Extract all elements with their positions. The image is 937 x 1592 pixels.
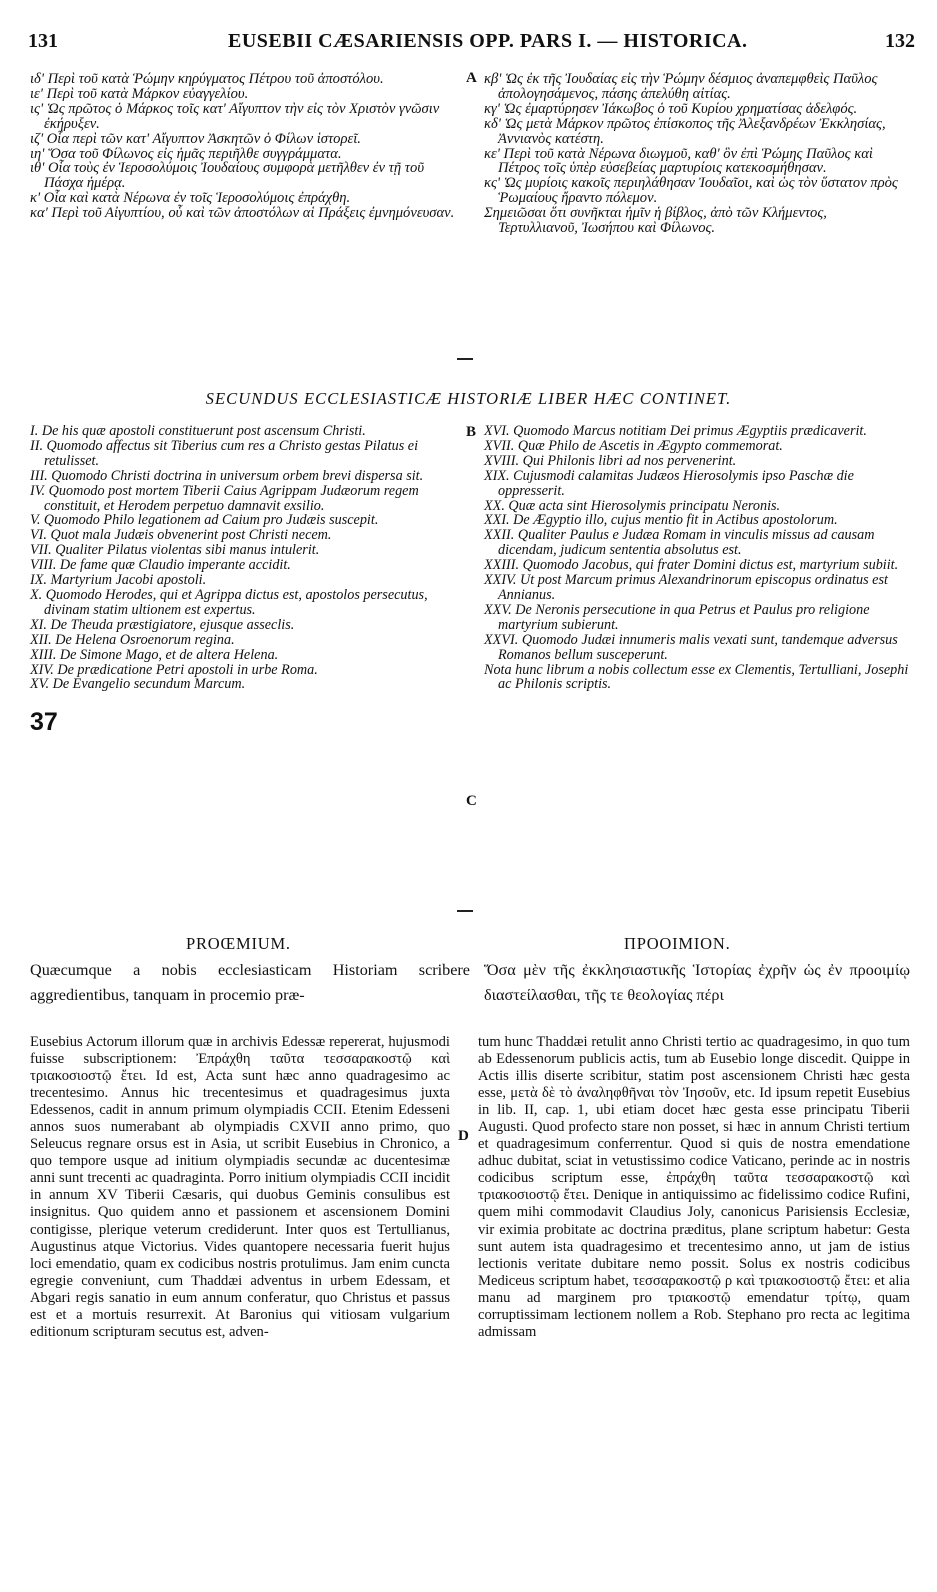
toc-entry: Σημειῶσαι ὅτι συνῆκται ἡμῖν ἡ βίβλος, ἀπὸ τῶν Κλήμεντος, Τερτυλλιανοῦ, Ἰωσήπου καὶ Φίλωνος. xyxy=(484,205,827,237)
toc-entry: XIII. De Simone Mago, et de altera Helena. xyxy=(30,646,279,663)
toc-entry: IX. Martyrium Jacobi apostoli. xyxy=(30,572,207,589)
toc-entry: ιθ' Οἷα τοὺς ἐν Ἱεροσολύμοις Ἰουδαίους συμφορὰ μετῆλθεν ἐν τῇ τοῦ Πάσχα ἡμέρᾳ. xyxy=(30,160,425,192)
toc-entry: κε' Περὶ τοῦ κατὰ Νέρωνα διωγμοῦ, καθ' ὃν ἐπὶ Ῥώμης Παῦλος καὶ Πέτρος τοῖς ὑπὲρ εὐσεβείας μαρτυρίοις κατεκοσμήθησαν. xyxy=(484,145,873,177)
toc-entry: XXI. De Ægyptio illo, cujus mentio fit in Actibus apostolorum. xyxy=(484,512,838,529)
latin-toc-left xyxy=(30,424,462,692)
folio-marker: 37 xyxy=(30,708,58,736)
toc-entry: II. Quomodo affectus sit Tiberius cum res a Christo gestas Pilatus ei retulisset. xyxy=(30,437,419,469)
toc-entry: ιη' Ὅσα τοῦ Φίλωνος εἰς ἡμᾶς περιῆλθε συγγράμματα. xyxy=(30,145,342,162)
toc-entry: VIII. De fame quæ Claudio imperante accidit. xyxy=(30,557,291,574)
page-number-left: 131 xyxy=(28,30,58,52)
toc-entry: Nota hunc librum a nobis collectum esse ex Clementis, Tertulliani, Josephi ac Philonis scriptis. xyxy=(484,661,909,693)
toc-entry: XXV. De Neronis persecutione in qua Petrus et Paulus pro religione martyrium subierunt. xyxy=(484,601,870,633)
latin-proem-text: Quæcumque a nobis ecclesiasticam Historiam scribere aggredientibus, tanquam in procemio præ- xyxy=(30,961,470,1004)
separator-dash xyxy=(457,910,473,912)
toc-entry: ιε' Περὶ τοῦ κατὰ Μάρκον εὐαγγελίου. xyxy=(30,85,249,102)
toc-entry: XX. Quæ acta sint Hierosolymis principatu Neronis. xyxy=(484,497,781,514)
toc-entry: XIX. Cujusmodi calamitas Judæos Hierosolymis ipso Paschæ die oppresserit. xyxy=(484,467,854,499)
toc-entry: XV. De Evangelio secundum Marcum. xyxy=(30,676,246,693)
note-column-left: Eusebius Actorum illorum quæ in archivis Edessæ repererat, hujusmodi fuisse subscriptionem: Ἐπράχθη ταῦτα τεσσαρακοστῷ καὶ τριακοσιοστῷ ἔτει. Id est, Acta sunt hæc anno quadragesimo ac trecentesimo. Annus hic trecentesimus et quadragesimus juxta Edessenos, cadit in annum primum olympiadis CCII. Etenim Edesseni annos suos numerabant ab olympiadis CXVII anno primo, quo Seleucus regnare orsus est in Asia, ut scribit Eusebius in Chronico, a quo tempore usque ad initium olympiadis secundæ ac ducentesimæ anni sunt trecenti ac quadraginta. Porro initium olympiadis CCII incidit in annum XV Tiberii Cæsaris, qui duobus Geminis consulibus est insignitus. Quo quidem anno et passionem et ascensionem Domini contigisse, plerique veterum crediderunt. Inter quos est Tertullianus, Augustinus atque Victorius. Vides quantopere necessaria fuerit hujus loci emendatio, quam ex codicibus nostris protulimus. Jam enim cuncta egregie conveniunt, cum Thaddæi adventus in urbem Edessam, et Abgari regis sanatio in eum annum conferatur, quo Christus et passus est et a mortuis resurrexit. At Baronius qui vitiosam vulgarium editionum scripturam secutus est, adven- xyxy=(30,1034,450,1340)
toc-entry: V. Quomodo Philo legationem ad Caium pro Judæis suscepit. xyxy=(30,512,379,529)
toc-entry: VII. Qualiter Pilatus violentas sibi manus intulerit. xyxy=(30,542,320,559)
margin-marker-d: D xyxy=(458,1128,469,1144)
toc-entry: ις' Ὡς πρῶτος ὁ Μάρκος τοῖς κατ' Αἴγυπτον τὴν εἰς τὸν Χριστὸν γνῶσιν ἐκήρυξεν. xyxy=(30,100,440,132)
greek-proem-title: ΠΡΟΟΙΜΙΟΝ. xyxy=(624,934,731,953)
margin-marker-c: C xyxy=(466,793,477,809)
greek-toc-left xyxy=(30,72,462,221)
toc-entry: XVI. Quomodo Marcus notitiam Dei primus Ægyptiis prædicaverit. xyxy=(484,423,867,439)
toc-entry: VI. Quot mala Judæis obvenerint post Christi necem. xyxy=(30,527,332,544)
page-number-right: 132 xyxy=(885,30,915,52)
greek-toc-right xyxy=(484,72,910,236)
latin-toc-right xyxy=(484,424,910,692)
separator-dash xyxy=(457,358,473,360)
toc-entry: XVII. Quæ Philo de Ascetis in Ægypto commemorat. xyxy=(484,437,783,454)
toc-entry: III. Quomodo Christi doctrina in universum orbem brevi dispersa sit. xyxy=(30,467,424,484)
toc-entry: IV. Quomodo post mortem Tiberii Caius Agrippam Judæorum regem constituit, et Herodem perpetuo damnavit exsilio. xyxy=(30,482,419,514)
toc-entry: κδ' Ὡς μετὰ Μάρκον πρῶτος ἐπίσκοπος τῆς Ἀλεξανδρέων Ἐκκλησίας, Ἀννιανὸς κατέστη. xyxy=(484,115,886,147)
latin-proem-title: PROŒMIUM. xyxy=(186,934,291,953)
toc-entry: κβ' Ὡς ἐκ τῆς Ἰουδαίας εἰς τὴν Ῥώμην δέσμιος ἀναπεμφθεὶς Παῦλος ἀπολογησάμενος, πάσης ἀπελύθη αἰτίας. xyxy=(484,71,878,102)
note-column-right: tum hunc Thaddæi retulit anno Christi tertio ac quadragesimo, in quo tum ab Edessenorum publicis actis, tum ab Eusebio longe discedit. Quippe in Actis illis diserte scribitur, statim post ascensionem Christi hæc gesta esse, μετὰ δὲ τὸ ἀναληφθῆναι τὸν Ἰησοῦν, etc. Id ipsum repetit Eusebius in lib. II, cap. 1, ubi etiam docet hæc gesta esse principatu Tiberii Augusti. Quod profecto stare non posset, si hæc in annum Christi tertium et quadragesimum conferrentur. Quod si quis de nostra emendatione adhuc dubitat, sciat in vetustissimo codice Vaticano, perinde ac in nostris codicibus scriptum esse, ἐπράχθη ταῦτα τεσσαρακοστῷ καὶ τριακοσιοστῷ ἔτει. Denique in antiquissimo ac fidelissimo codice Rufini, quem mihi commodavit Claudius Joly, canonicus Parisiensis Ecclesiæ, vir eximia probitate ac doctrina præditus, plane scriptum habetur: Gesta sunt autem ista quadragesimo et trecentesimo anno, ut jam de istius lectionis veritate dubitare nemo possit. Solus ex nostris codicibus Mediceus scriptum habet, τεσσαρακοστῷ ρ καὶ τριακοσιοστῷ ἔτει: et alia manu ad marginem pro τριακοστῷ emendatur τρίτῳ, quam corruptissimam lectionem nollem a Rob. Stephano pro recta ac legitima admissam xyxy=(478,1034,910,1340)
margin-marker-b: B xyxy=(466,424,477,440)
toc-entry: XXVI. Quomodo Judæi innumeris malis vexati sunt, tandemque adversus Romanos bellum susceperunt. xyxy=(484,631,898,663)
toc-entry: XXIV. Ut post Marcum primus Alexandrinorum episcopus ordinatus est Annianus. xyxy=(484,572,888,603)
toc-entry: κα' Περὶ τοῦ Αἰγυπτίου, οὗ καὶ τῶν ἀποστόλων αἱ Πράξεις ἐμνημόνευσαν. xyxy=(30,205,455,222)
toc-entry: I. De his quæ apostoli constituerunt post ascensum Christi. xyxy=(30,423,366,439)
toc-entry: X. Quomodo Herodes, qui et Agrippa dictus est, apostolos persecutus, divinam statim ultionem est expertus. xyxy=(30,586,428,618)
running-title: EUSEBII CÆSARIENSIS OPP. PARS I. — HISTORICA. xyxy=(228,30,748,52)
toc-entry: XII. De Helena Osroenorum regina. xyxy=(30,631,235,648)
toc-entry: κς' Ὡς μυρίοις κακοῖς περιηλάθησαν Ἰουδαῖοι, καὶ ὡς τὸν ὕστατον πρὸς Ῥωμαίους ἤραντο πόλεμον. xyxy=(484,175,898,207)
greek-proem-text: Ὅσα μὲν τῆς ἐκκλησιαστικῆς Ἱστορίας ἐχρῆν ὡς ἐν προοιμίῳ διαστείλασθαι, τῆς τε θεολογίας πέρι xyxy=(484,961,910,1004)
toc-entry: XVIII. Qui Philonis libri ad nos pervenerint. xyxy=(484,452,737,469)
toc-entry: XXIII. Quomodo Jacobus, qui frater Domini dictus est, martyrium subiit. xyxy=(484,557,899,574)
toc-entry: κ' Οἷα καὶ κατὰ Νέρωνα ἐν τοῖς Ἱεροσολύμοις ἐπράχθη. xyxy=(30,190,351,207)
toc-entry: XIV. De prædicatione Petri apostoli in urbe Roma. xyxy=(30,661,318,678)
margin-marker-a: A xyxy=(466,70,477,86)
toc-entry: κγ' Ὡς ἐμαρτύρησεν Ἰάκωβος ὁ τοῦ Κυρίου χρηματίσας ἀδελφός. xyxy=(484,100,858,117)
section-title: SECUNDUS ECCLESIASTICÆ HISTORIÆ LIBER HÆC CONTINET. xyxy=(205,389,732,408)
toc-entry: XI. De Theuda præstigiatore, ejusque asseclis. xyxy=(30,616,295,633)
toc-entry: ιδ' Περὶ τοῦ κατὰ Ῥώμην κηρύγματος Πέτρου τοῦ ἀποστόλου. xyxy=(30,71,384,87)
running-header xyxy=(28,30,915,54)
toc-entry: ιζ' Οἷα περὶ τῶν κατ' Αἴγυπτον Ἀσκητῶν ὁ Φίλων ἱστορεῖ. xyxy=(30,130,361,147)
toc-entry: XXII. Qualiter Paulus e Judæa Romam in vinculis missus ad causam dicendam, judicum sententia absolutus est. xyxy=(484,527,875,559)
